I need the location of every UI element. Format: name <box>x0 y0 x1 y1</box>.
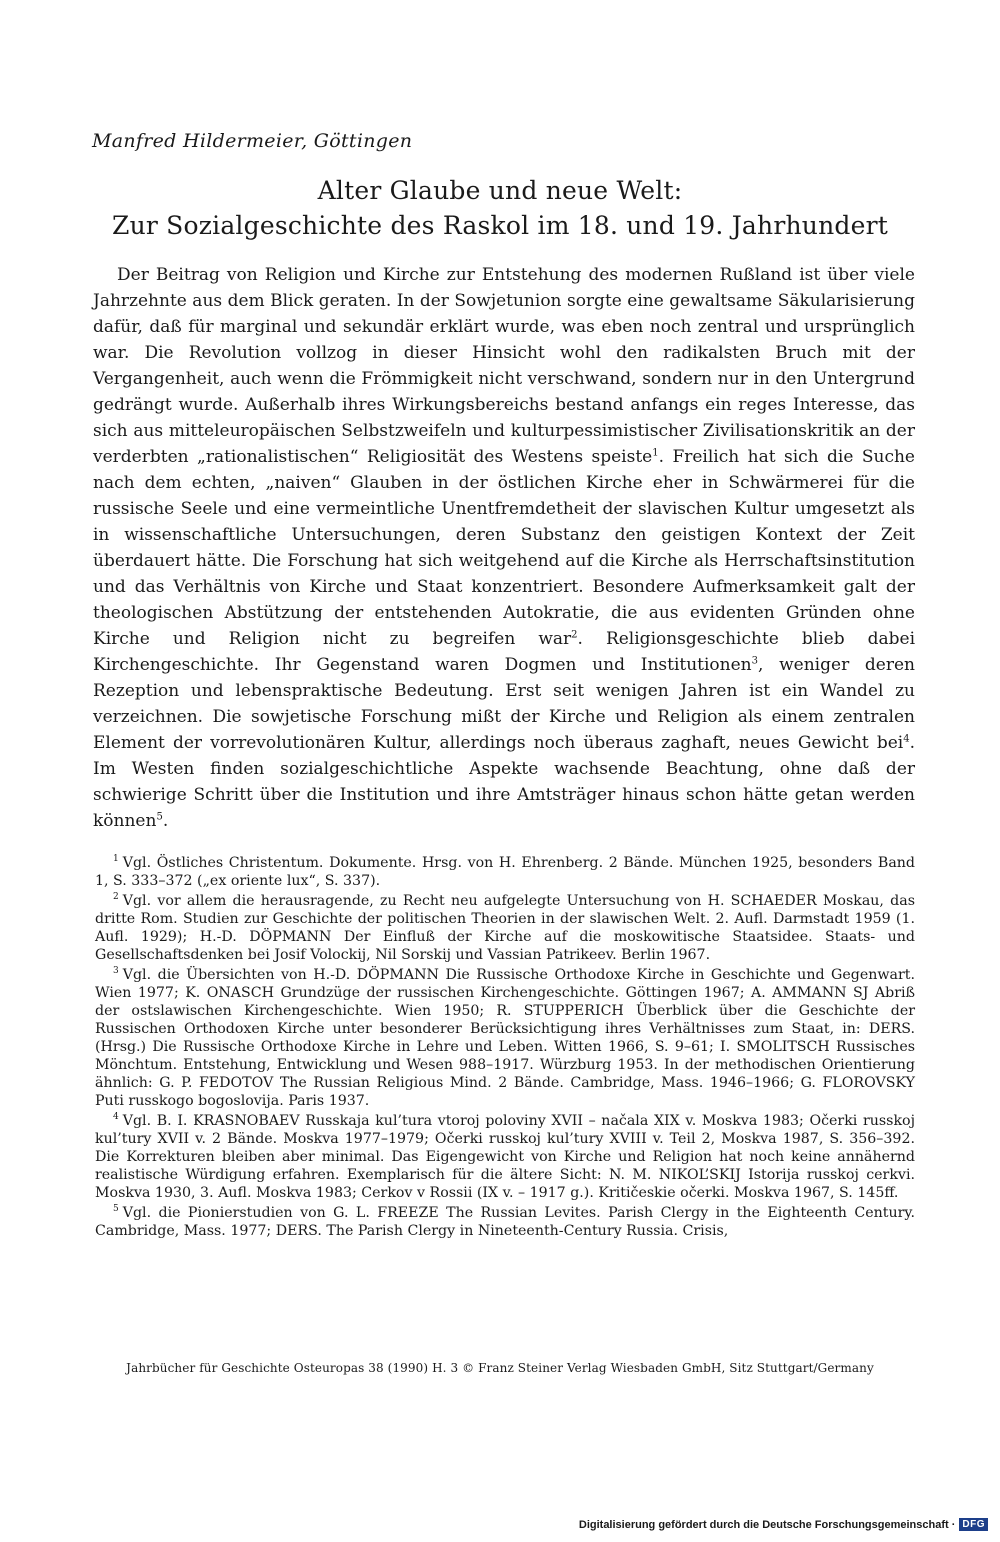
footnote-number: 2 <box>113 892 119 903</box>
footnote-3 <box>95 966 915 1110</box>
footnote-ref-2[interactable]: 2 <box>571 629 578 641</box>
footnote-number: 1 <box>113 854 119 865</box>
footnote-5 <box>95 1204 915 1240</box>
body-paragraph <box>93 262 915 834</box>
author-line: Manfred Hildermeier, Göttingen <box>92 130 413 152</box>
footnote-ref-5[interactable]: 5 <box>156 811 163 823</box>
body-text <box>93 262 915 834</box>
dfg-footer-text: Digitalisierung gefördert durch die Deutsche Forschungsgemeinschaft · <box>578 1518 956 1531</box>
footnote-text: Vgl. die Pionierstudien von G. L. FREEZE The Russian Levites. Parish Clergy in the Eighteenth Century. Cambridge, Mass. 1977; DERS. The Parish Clergy in Nineteenth-Century Russia. Crisis, <box>95 1205 915 1239</box>
footnote-number: 4 <box>113 1112 119 1123</box>
footnote-number: 5 <box>113 1204 119 1215</box>
article-title-line-2: Zur Sozialgeschichte des Raskol im 18. und 19. Jahrhundert <box>112 211 888 240</box>
body-segment: . Religionsgeschichte blieb dabei Kirchengeschichte. Ihr Gegenstand waren Dogmen und Institutionen <box>93 629 915 675</box>
footnote-text: Vgl. die Übersichten von H.-D. DÖPMANN Die Russische Orthodoxe Kirche in Geschichte und Gegenwart. Wien 1977; K. ONASCH Grundzüge der russischen Kirchengeschichte. Göttingen 1967; A. AMMANN SJ Abriß der ostslawischen Kirchengeschichte. Wien 1950; R. STUPPERICH Überblick über die Geschichte der Russischen Orthodoxen Kirche unter besonderer Berücksichtigung ihres Verhältnisses zum Staat, in: DERS. (Hrsg.) Die Russische Orthodoxe Kirche in Lehre und Leben. Witten 1966, S. 9–61; I. SMOLITSCH Russisches Mönchtum. Entstehung, Entwicklung und Wesen 988–1917. Würzburg 1953. In der methodischen Orientierung ähnlich: G. P. FEDOTOV The Russian Religious Mind. 2 Bände. Cambridge, Mass. 1946–1966; G. FLOROVSKY Puti russkogo bogoslovija. Paris 1937. <box>95 967 915 1109</box>
footnotes-section <box>95 854 915 1242</box>
footnote-2 <box>95 892 915 964</box>
footnote-4 <box>95 1112 915 1202</box>
journal-footer: Jahrbücher für Geschichte Osteuropas 38 (1990) H. 3 © Franz Steiner Verlag Wiesbaden GmbH, Sitz Stuttgart/Germany <box>126 1361 874 1375</box>
body-segment: Der Beitrag von Religion und Kirche zur Entstehung des modernen Rußland ist über viele Jahrzehnte aus dem Blick geraten. In der Sowjetunion sorgte eine gewaltsame Säkularisierung dafür, daß für marginal und sekundär erklärt wurde, was eben noch zentral und ursprünglich war. Die Revolution vollzog in dieser Hinsicht wohl den radikalsten Bruch mit der Vergangenheit, auch wenn die Frömmigkeit nicht verschwand, sondern nur in den Untergrund gedrängt wurde. Außerhalb ihres Wirkungsbereichs bestand anfangs ein reges Interesse, das sich aus mitteleuropäischen Selbstzweifeln und kulturpessimistischer Zivilisationskritik an der verderbten „rationalistischen“ Religiosität des Westens speiste <box>93 265 915 467</box>
footnote-1 <box>95 854 915 890</box>
footnote-text: Vgl. Östliches Christentum. Dokumente. Hrsg. von H. Ehrenberg. 2 Bände. München 1925, besonders Band 1, S. 333–372 („ex oriente lux“, S. 337). <box>95 855 915 889</box>
body-segment: , weniger deren Rezeption und lebenspraktische Bedeutung. Erst seit wenigen Jahren ist ein Wandel zu verzeichnen. Die sowjetische Forschung mißt der Kirche und Religion als einem zentralen Element der vorrevolutionären Kultur, allerdings noch überaus zaghaft, neues Gewicht bei <box>93 655 915 753</box>
body-segment: . <box>162 811 169 831</box>
footnote-number: 3 <box>113 966 119 977</box>
footnote-text: Vgl. B. I. KRASNOBAEV Russkaja kul’tura vtoroj poloviny XVII – načala XIX v. Moskva 1983; Očerki russkoj kul’tury XVII v. 2 Bände. Moskva 1977–1979; Očerki russkoj kul’tury XVIII v. Teil 2, Moskva 1987, S. 356–392. Die Korrekturen bleiben aber minimal. Das Eigengewicht von Kirche und Religion hat noch keine annähernd realistische Würdigung erfahren. Exemplarisch für die ältere Sicht: N. M. NIKOL’SKIJ Istorija russkoj cerkvi. Moskva 1930, 3. Aufl. Moskva 1983; Cerkov v Rossii (IX v. – 1917 g.). Kritičeskie očerki. Moskva 1967, S. 145ff. <box>95 1113 915 1201</box>
body-segment: . Freilich hat sich die Suche nach dem echten, „naiven“ Glauben in der östlichen Kirche eher in Schwärmerei für die russische Seele und eine vermeintliche Unentfremdetheit der slavischen Kultur umgesetzt als in wissenschaftliche Untersuchungen, deren Substanz den geistigen Kontext der Zeit überdauert hätte. Die Forschung hat sich weitgehend auf die Kirche als Herrschaftsinstitution und das Verhältnis von Kirche und Staat konzentriert. Besondere Aufmerksamkeit galt der theologischen Abstützung der entstehenden Autokratie, die aus evidenten Gründen ohne Kirche und Religion nicht zu begreifen war <box>93 447 915 649</box>
footnote-ref-3[interactable]: 3 <box>751 655 758 667</box>
dfg-footer <box>579 1518 988 1531</box>
body-segment: . Im Westen finden sozialgeschichtliche Aspekte wachsende Beachtung, ohne daß der schwierige Schritt über die Institution und ihre Amtsträger hinaus schon hätte getan werden können <box>93 733 915 831</box>
footnote-ref-4[interactable]: 4 <box>903 733 910 745</box>
article-title-line-1: Alter Glaube und neue Welt: <box>317 176 683 205</box>
footnote-text: Vgl. vor allem die herausragende, zu Recht neu aufgelegte Untersuchung von H. SCHAEDER Moskau, das dritte Rom. Studien zur Geschichte der politischen Theorien in der slawischen Welt. 2. Aufl. Darmstadt 1959 (1. Aufl. 1929); H.-D. DÖPMANN Der Einfluß der Kirche auf die moskowitische Staatsidee. Staats- und Gesellschaftsdenken bei Josif Volockij, Nil Sorskij und Vassian Patrikeev. Berlin 1967. <box>95 893 915 963</box>
dfg-logo: DFG <box>959 1518 988 1531</box>
footnote-ref-1[interactable]: 1 <box>652 447 659 459</box>
